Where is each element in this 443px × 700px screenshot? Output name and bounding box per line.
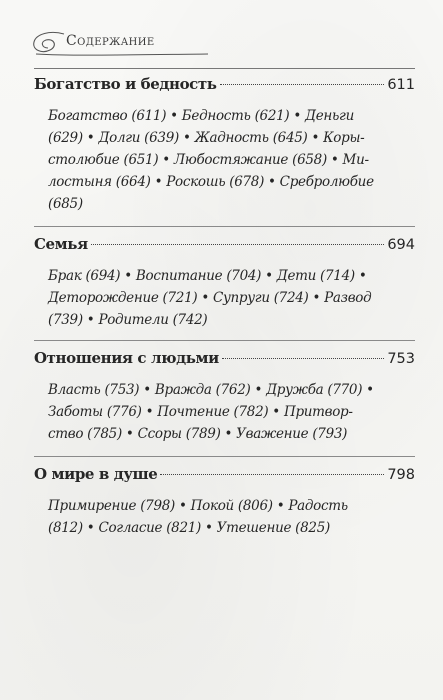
toc-heading[interactable]: [34, 234, 415, 255]
dot-leader: [160, 474, 384, 475]
toc-heading[interactable]: [34, 74, 415, 95]
toc-heading-title: О мире в душе: [34, 465, 158, 483]
entries-line: Заботы (776) • Почтение (782) • Притвор-: [48, 404, 353, 420]
toc-heading[interactable]: [34, 464, 415, 485]
toc-section: [34, 74, 415, 215]
entries-line: лостыня (664) • Роскошь (678) • Сребролюбие: [48, 174, 374, 190]
toc-section: [34, 348, 415, 445]
toc-heading-title: Семья: [34, 235, 88, 253]
section-divider: [34, 226, 415, 227]
toc-section: [34, 464, 415, 539]
top-divider: [34, 68, 415, 69]
dot-leader: [91, 244, 385, 245]
running-head-title: Содержание: [66, 33, 155, 49]
toc-heading-page: 694: [387, 237, 415, 253]
toc-entries: [48, 495, 415, 539]
entries-line: столюбие (651) • Любостяжание (658) • Ми-: [48, 152, 369, 168]
section-divider: [34, 340, 415, 341]
entries-line: (812) • Согласие (821) • Утешение (825): [48, 520, 330, 536]
entries-line: Деторождение (721) • Супруги (724) • Развод: [48, 290, 372, 306]
toc-heading-title: Богатство и бедность: [34, 75, 217, 93]
entries-line: Брак (694) • Воспитание (704) • Дети (714) •: [48, 268, 367, 284]
entries-line: (739) • Родители (742): [48, 312, 208, 328]
toc-heading[interactable]: [34, 348, 415, 369]
toc-heading-page: 753: [387, 351, 415, 367]
dot-leader: [220, 84, 385, 85]
toc-entries: [48, 105, 415, 215]
toc-heading-page: 798: [387, 467, 415, 483]
entries-line: ство (785) • Ссоры (789) • Уважение (793): [48, 426, 348, 442]
dot-leader: [222, 358, 384, 359]
toc-section: [34, 234, 415, 331]
toc-heading-page: 611: [387, 77, 415, 93]
running-head: [30, 24, 210, 58]
entries-line: Власть (753) • Вражда (762) • Дружба (770) •: [48, 382, 374, 398]
section-divider: [34, 456, 415, 457]
toc-entries: [48, 379, 415, 445]
entries-line: Примирение (798) • Покой (806) • Радость: [48, 498, 348, 514]
entries-line: Богатство (611) • Бедность (621) • Деньги: [48, 108, 354, 124]
entries-line: (685): [48, 196, 83, 212]
entries-line: (629) • Долги (639) • Жадность (645) • Коры-: [48, 130, 365, 146]
toc-entries: [48, 265, 415, 331]
toc-heading-title: Отношения с людьми: [34, 349, 219, 367]
